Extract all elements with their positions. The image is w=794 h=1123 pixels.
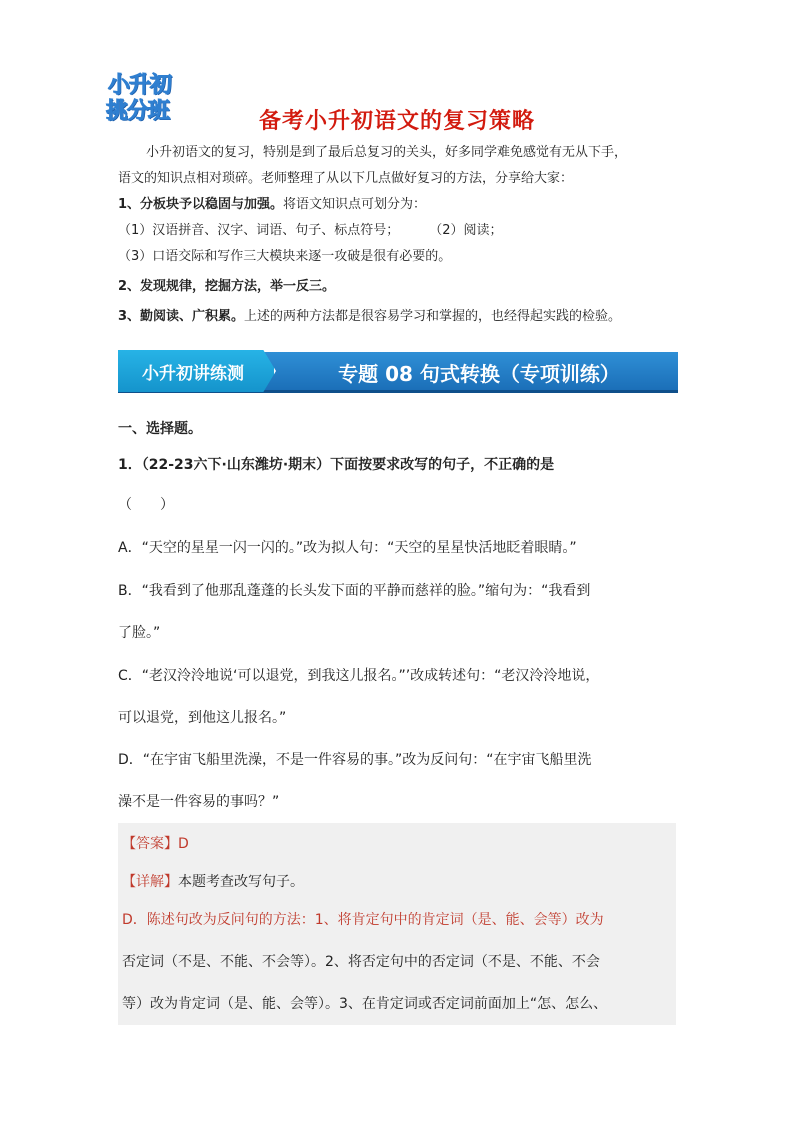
topic-banner: [118, 350, 678, 396]
option-d-line1: D．“在宇宙飞船里洗澡，不是一件容易的事。”改为反问句：“在宇宙飞船里洗: [118, 752, 592, 768]
answer-box: [118, 823, 676, 1025]
detail-text: 本题考查改写句子。: [178, 874, 304, 890]
option-d-line2: 澡不是一件容易的事吗？”: [118, 794, 280, 810]
tip-2: 2、发现规律，挖掘方法，举一反三。: [118, 279, 336, 294]
tip-1: [118, 192, 678, 218]
tip-1-items: [118, 218, 678, 244]
intro-paragraph-1: 小升初语文的复习，特别是到了最后总复习的关头，好多同学难免感觉有无从下手，: [146, 145, 628, 160]
banner-title: 专题 08 句式转换（专项训练）: [338, 362, 620, 386]
explanation-line-3: 等）改为肯定词（是、能、会等）。3、在肯定词或否定词前面加上“怎、怎么、: [122, 996, 608, 1012]
tip-3-rest: 上述的两种方法都是很容易学习和掌握的，也经得起实践的检验。: [244, 309, 622, 324]
option-b-line2: 了脸。”: [118, 625, 161, 641]
logo-line1: 小升初: [108, 73, 172, 98]
logo-line2: 挑分班: [106, 99, 170, 124]
tip-1-bold: 1、分板块予以稳固与加强。: [118, 197, 284, 212]
detail-tag: 【详解】: [122, 874, 178, 890]
banner-left-label: 小升初讲练测: [142, 364, 244, 384]
tip-1-rest: 将语文知识点可划分为：: [283, 197, 427, 212]
answer-tag: 【答案】: [122, 836, 178, 852]
tip-1-b: （2）阅读；: [429, 223, 503, 238]
tip-1-c: （3）口语交际和写作三大模块来逐一攻破是很有必要的。: [118, 249, 452, 264]
intro-paragraph-1b: 语文的知识点相对琐碎。老师整理了从以下几点做好复习的方法，分享给大家：: [118, 171, 574, 186]
page-title: 备考小升初语文的复习策略: [258, 109, 535, 134]
question-answer-blank: （ ）: [118, 497, 174, 513]
section-heading: 一、选择题。: [118, 421, 202, 437]
option-b-line1: B．“我看到了他那乱蓬蓬的长头发下面的平静而慈祥的脸。”缩句为：“我看到: [118, 583, 591, 599]
explanation-line-2: 否定词（不是、不能、不会等）。2、将否定句中的否定词（不是、不能、不会: [122, 954, 600, 970]
answer-value: D: [178, 836, 189, 852]
tip-3-bold: 3、勤阅读、广积累。: [118, 309, 245, 324]
tip-1-a: （1）汉语拼音、汉字、词语、句子、标点符号；: [118, 223, 400, 238]
detail-line: [122, 871, 674, 891]
question-stem: 1．（22-23六下·山东潍坊·期末）下面按要求改写的句子，不正确的是: [118, 457, 555, 473]
option-c-line1: C．“老汉泠泠地说‘可以退党，到我这儿报名。”’改成转述句：“老汉泠泠地说，: [118, 668, 600, 684]
answer-line: [122, 833, 674, 853]
option-a: A．“天空的星星一闪一闪的。”改为拟人句：“天空的星星快活地眨着眼睛。”: [118, 540, 577, 556]
intro: [118, 140, 678, 330]
tip-3: [118, 304, 678, 330]
explanation-line-1: D．陈述句改为反问句的方法：1、将肯定句中的肯定词（是、能、会等）改为: [122, 912, 604, 928]
option-c-line2: 可以退党，到他这儿报名。”: [118, 710, 287, 726]
